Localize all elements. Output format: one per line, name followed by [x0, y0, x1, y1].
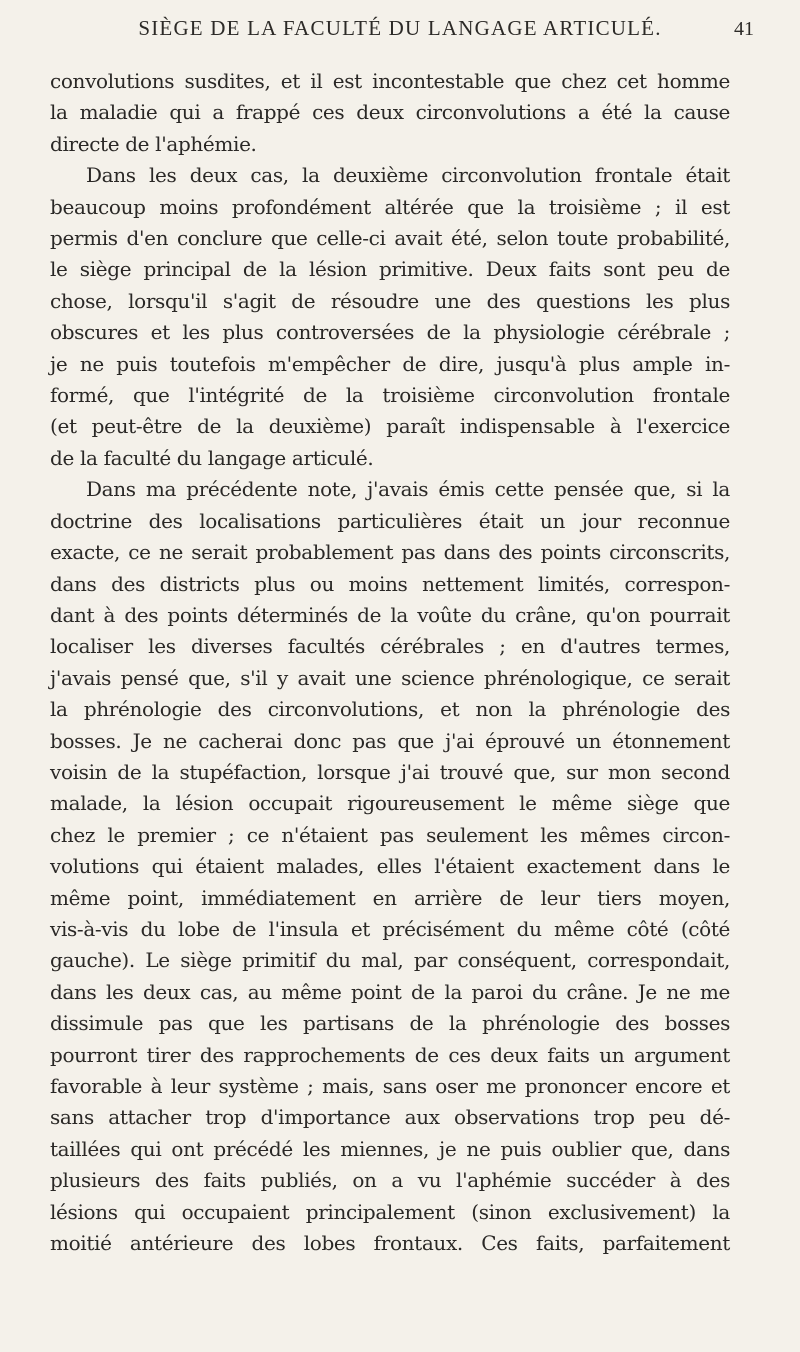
text-line: doctrine des localisations particulières était un jour reconnue: [50, 508, 730, 533]
text-line: même point, immédiatement en arrière de leur tiers moyen,: [50, 885, 730, 910]
text-line: localiser les diverses facultés cérébrales ; en d'autres termes,: [50, 634, 730, 659]
page-number: 41: [734, 18, 754, 40]
text-line: dissimule pas que les partisans de la phrénologie des bosses: [50, 1011, 730, 1036]
text-line: dans les deux cas, au même point de la paroi du crâne. Je ne me: [50, 979, 730, 1004]
text-line: beaucoup moins profondément altérée que la troisième ; il est: [50, 194, 730, 219]
text-line: malade, la lésion occupait rigoureusement le même siège que: [50, 791, 730, 816]
running-header: [0, 10, 800, 50]
text-line: Dans les deux cas, la deuxième circonvolution frontale était: [86, 163, 730, 188]
text-line: taillées qui ont précédé les miennes, je ne puis oublier que, dans: [50, 1136, 730, 1161]
text-line: exacte, ce ne serait probablement pas dans des points circonscrits,: [50, 540, 730, 565]
text-line: chose, lorsqu'il s'agit de résoudre une des questions les plus: [50, 288, 730, 313]
text-line: le siège principal de la lésion primitive. Deux faits sont peu de: [50, 257, 730, 282]
text-line: convolutions susdites, et il est incontestable que chez cet homme: [50, 69, 730, 93]
text-line: obscures et les plus controversées de la physiologie cérébrale ;: [50, 320, 730, 345]
body-text: [50, 66, 730, 1259]
text-line: directe de l'aphémie.: [50, 131, 257, 156]
text-line: dant à des points déterminés de la voûte du crâne, qu'on pourrait: [50, 602, 730, 627]
text-line: voisin de la stupéfaction, lorsque j'ai trouvé que, sur mon second: [50, 759, 730, 784]
text-line: j'avais pensé que, s'il y avait une science phrénologique, ce serait: [50, 665, 730, 690]
text-line: je ne puis toutefois m'empêcher de dire, jusqu'à plus ample in-: [50, 351, 730, 376]
text-line: (et peut-être de la deuxième) paraît indispensable à l'exercice: [50, 414, 730, 439]
text-line: permis d'en conclure que celle-ci avait été, selon toute probabilité,: [50, 226, 730, 251]
text-line: pourront tirer des rapprochements de ces deux faits un argument: [50, 1042, 730, 1067]
text-line: Dans ma précédente note, j'avais émis cette pensée que, si la: [86, 477, 730, 502]
text-line: bosses. Je ne cacherai donc pas que j'ai éprouvé un étonnement: [50, 728, 730, 753]
running-title: SIÈGE DE LA FACULTÉ DU LANGAGE ARTICULÉ.: [138, 16, 662, 40]
text-line: de la faculté du langage articulé.: [50, 445, 374, 470]
text-line: la phrénologie des circonvolutions, et non la phrénologie des: [50, 697, 730, 722]
text-line: volutions qui étaient malades, elles l'étaient exactement dans le: [50, 854, 730, 879]
text-line: favorable à leur système ; mais, sans oser me prononcer encore et: [50, 1074, 730, 1098]
text-line: lésions qui occupaient principalement (sinon exclusivement) la: [50, 1199, 730, 1224]
text-line: sans attacher trop d'importance aux observations trop peu dé-: [50, 1105, 730, 1130]
text-line: la maladie qui a frappé ces deux circonvolutions a été la cause: [50, 100, 730, 125]
text-line: dans des districts plus ou moins nettement limités, correspon-: [50, 571, 730, 596]
text-line: plusieurs des faits publiés, on a vu l'aphémie succéder à des: [50, 1168, 730, 1193]
text-line: gauche). Le siège primitif du mal, par conséquent, correspondait,: [50, 948, 730, 973]
text-line: moitié antérieure des lobes frontaux. Ces faits, parfaitement: [50, 1231, 730, 1256]
text-line: chez le premier ; ce n'étaient pas seulement les mêmes circon-: [50, 822, 730, 847]
text-line: vis-à-vis du lobe de l'insula et précisément du même côté (côté: [50, 916, 730, 941]
text-line: formé, que l'intégrité de la troisième circonvolution frontale: [50, 383, 730, 408]
